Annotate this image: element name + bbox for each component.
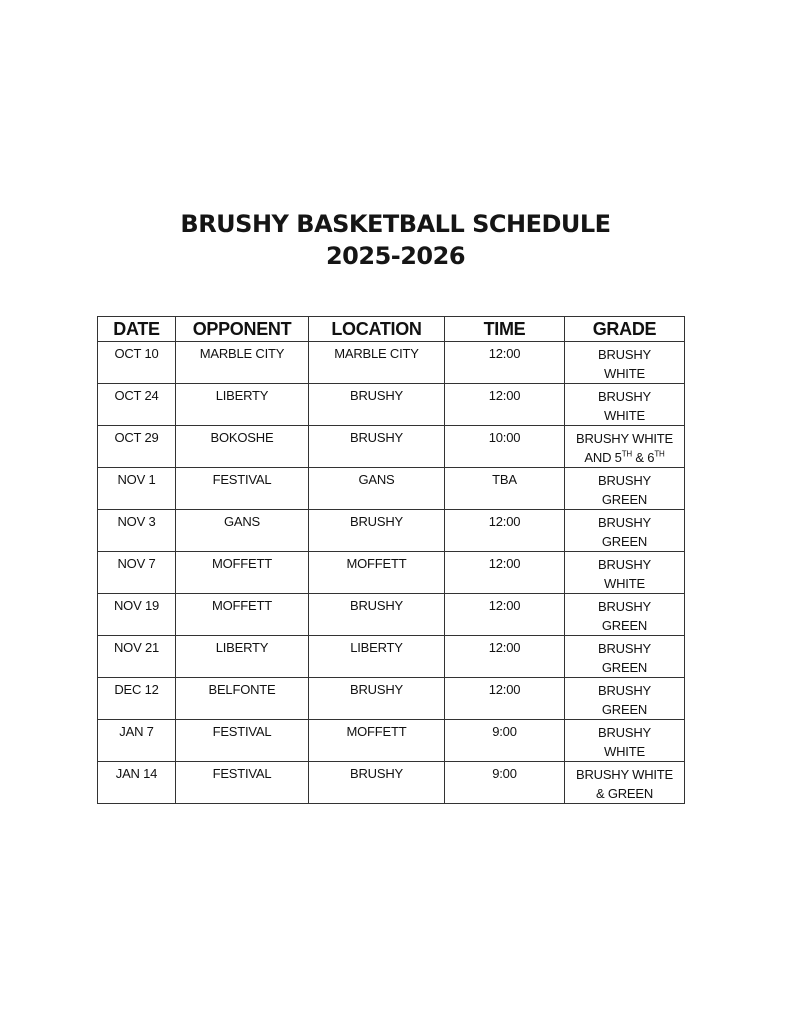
grade-line-2: GREEN (601, 534, 648, 549)
table-row (98, 510, 685, 552)
date-cell: JAN 7 (98, 720, 176, 762)
location-cell: BRUSHY (309, 384, 445, 426)
grade-line-2: GREEN (601, 618, 648, 633)
time-cell: 12:00 (445, 594, 565, 636)
location-cell: MOFFETT (309, 552, 445, 594)
time-cell: 9:00 (445, 762, 565, 804)
grade-text-and-5: AND 5 (584, 450, 622, 465)
schedule-title: BRUSHY BASKETBALL SCHEDULE (180, 210, 611, 238)
grade-cell (565, 636, 685, 678)
grade-cell (565, 594, 685, 636)
schedule-season: 2025-2026 (325, 242, 466, 270)
date-cell: NOV 19 (98, 594, 176, 636)
grade-cell (565, 426, 685, 468)
date-cell: OCT 24 (98, 384, 176, 426)
table-row (98, 552, 685, 594)
grade-text-and-6: & 6 (631, 450, 655, 465)
opponent-cell: LIBERTY (176, 384, 309, 426)
table-row (98, 426, 685, 468)
table-row (98, 342, 685, 384)
grade-line-1: BRUSHY WHITE (575, 767, 674, 782)
grade-line-1: BRUSHY (598, 347, 651, 362)
grade-line-2: GREEN (601, 702, 648, 717)
schedule-table (97, 316, 685, 804)
grade-superscript-th: TH (621, 449, 632, 459)
time-cell: 10:00 (445, 426, 565, 468)
grade-cell (565, 678, 685, 720)
grade-line-1: BRUSHY (598, 389, 651, 404)
grade-line-2: WHITE (604, 576, 645, 591)
time-cell: 12:00 (445, 678, 565, 720)
location-cell: BRUSHY (309, 426, 445, 468)
location-cell: BRUSHY (309, 762, 445, 804)
table-row (98, 594, 685, 636)
time-cell: 12:00 (445, 510, 565, 552)
date-cell: OCT 10 (98, 342, 176, 384)
grade-line-1: BRUSHY (598, 473, 651, 488)
grade-header: GRADE (565, 317, 685, 342)
location-cell: BRUSHY (309, 678, 445, 720)
time-cell: 12:00 (445, 552, 565, 594)
location-cell: MOFFETT (309, 720, 445, 762)
location-cell: BRUSHY (309, 594, 445, 636)
date-cell: NOV 21 (98, 636, 176, 678)
time-cell: 9:00 (445, 720, 565, 762)
grade-line-1: BRUSHY (598, 599, 651, 614)
opponent-cell: BOKOSHE (176, 426, 309, 468)
grade-line-1: BRUSHY (598, 641, 651, 656)
time-cell: 12:00 (445, 636, 565, 678)
table-row (98, 720, 685, 762)
grade-cell (565, 384, 685, 426)
grade-cell (565, 342, 685, 384)
location-cell: LIBERTY (309, 636, 445, 678)
grade-line-1: BRUSHY (598, 683, 651, 698)
grade-line-1: BRUSHY (598, 515, 651, 530)
opponent-cell: BELFONTE (176, 678, 309, 720)
opponent-cell: FESTIVAL (176, 762, 309, 804)
opponent-cell: LIBERTY (176, 636, 309, 678)
opponent-cell: MARBLE CITY (176, 342, 309, 384)
date-cell: DEC 12 (98, 678, 176, 720)
grade-line-2: GREEN (601, 660, 648, 675)
grade-line-2: WHITE (604, 744, 645, 759)
opponent-cell: FESTIVAL (176, 720, 309, 762)
table-row (98, 636, 685, 678)
time-header: TIME (445, 317, 565, 342)
grade-cell (565, 720, 685, 762)
grade-line-1: BRUSHY WHITE (575, 431, 674, 446)
opponent-cell: MOFFETT (176, 594, 309, 636)
opponent-cell: GANS (176, 510, 309, 552)
time-cell: TBA (445, 468, 565, 510)
opponent-cell: FESTIVAL (176, 468, 309, 510)
table-row (98, 678, 685, 720)
grade-line-2: WHITE (604, 408, 645, 423)
location-header: LOCATION (309, 317, 445, 342)
table-row (98, 762, 685, 804)
time-cell: 12:00 (445, 342, 565, 384)
table-row (98, 384, 685, 426)
grade-cell (565, 468, 685, 510)
grade-cell (565, 762, 685, 804)
grade-line-2: WHITE (604, 366, 645, 381)
location-cell: GANS (309, 468, 445, 510)
date-header: DATE (98, 317, 176, 342)
location-cell: BRUSHY (309, 510, 445, 552)
date-cell: NOV 7 (98, 552, 176, 594)
opponent-header: OPPONENT (176, 317, 309, 342)
time-cell: 12:00 (445, 384, 565, 426)
title-block (0, 208, 791, 272)
opponent-cell: MOFFETT (176, 552, 309, 594)
date-cell: NOV 3 (98, 510, 176, 552)
grade-superscript-th: TH (654, 449, 665, 459)
grade-line-1: BRUSHY (598, 725, 651, 740)
grade-line-2: & GREEN (595, 786, 654, 801)
table-row (98, 468, 685, 510)
grade-cell (565, 552, 685, 594)
location-cell: MARBLE CITY (309, 342, 445, 384)
date-cell: JAN 14 (98, 762, 176, 804)
grade-line-2 (565, 448, 684, 467)
grade-line-2: GREEN (601, 492, 648, 507)
date-cell: OCT 29 (98, 426, 176, 468)
date-cell: NOV 1 (98, 468, 176, 510)
grade-line-1: BRUSHY (598, 557, 651, 572)
header-row (98, 317, 685, 342)
grade-cell (565, 510, 685, 552)
